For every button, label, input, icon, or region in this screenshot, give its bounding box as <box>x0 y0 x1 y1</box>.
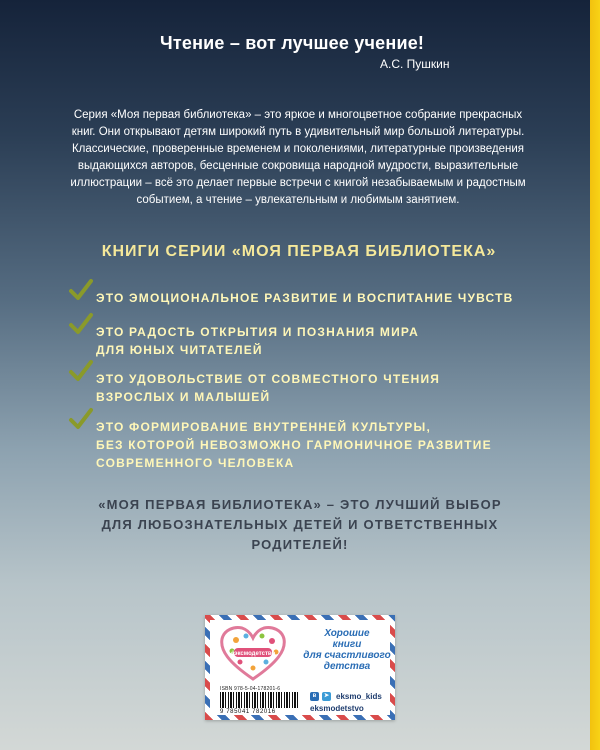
barcode <box>220 692 298 708</box>
barcode-digits: 9 785041 782016 <box>220 709 276 715</box>
benefit-item <box>80 370 440 406</box>
checkmark-icon <box>68 277 94 303</box>
benefit-item <box>80 323 419 359</box>
checkmark-icon <box>68 311 94 337</box>
social-handle: eksmo_kids <box>336 691 382 701</box>
checkmark-icon <box>68 358 94 384</box>
telegram-icon: ➤ <box>323 692 330 699</box>
benefit-item <box>80 289 514 307</box>
series-description: Серия «Моя первая библиотека» – это яркое и многоцветное собрание прекрасных книг. Они открывают детям широкий путь в удивительный мир большой литературы. Классические, проверенные временем и поколениями, литературные произведения выдающихся авторов, бесценные сокровища народной мудрости, выразительные иллюстрации – всё это делает первые встречи с книгой незабываемым и радостным событием, а чтение – увлекательным и любимым занятием. <box>70 109 526 206</box>
benefit-text: ЭТО ЭМОЦИОНАЛЬНОЕ РАЗВИТИЕ И ВОСПИТАНИЕ ЧУВСТВ <box>96 291 514 305</box>
epigraph-quote: Чтение – вот лучшее учение! <box>160 33 425 53</box>
series-conclusion: «МОЯ ПЕРВАЯ БИБЛИОТЕКА» – ЭТО ЛУЧШИЙ ВЫБОР ДЛЯ ЛЮБОЗНАТЕЛЬНЫХ ДЕТЕЙ И ОТВЕТСТВЕННЫХ РОДИТЕЛЕЙ! <box>98 497 502 552</box>
yellow-spine-strip <box>590 0 600 750</box>
epigraph-author: А.С. Пушкин <box>380 57 450 71</box>
publisher-slogan: Хорошие книги для счастливого детства <box>303 628 391 672</box>
heart-logo-icon <box>218 624 288 682</box>
isbn-text: ISBN 978-5-04-178201-6 <box>220 686 281 692</box>
benefit-item <box>80 418 492 472</box>
logo-text: #эксмодетство <box>230 651 276 657</box>
social-links <box>310 690 382 702</box>
publisher-site: eksmodetstvo <box>310 704 364 713</box>
series-heading: КНИГИ СЕРИИ «МОЯ ПЕРВАЯ БИБЛИОТЕКА» <box>101 243 497 260</box>
benefit-text: ЭТО РАДОСТЬ ОТКРЫТИЯ И ПОЗНАНИЯ МИРА ДЛЯ ЮНЫХ ЧИТАТЕЛЕЙ <box>96 325 419 357</box>
checkmark-icon <box>68 406 94 432</box>
publisher-sticker <box>205 615 395 720</box>
vk-icon: в <box>310 692 319 701</box>
benefit-text: ЭТО УДОВОЛЬСТВИЕ ОТ СОВМЕСТНОГО ЧТЕНИЯ ВЗРОСЛЫХ И МАЛЫШЕЙ <box>96 372 441 404</box>
benefit-text: ЭТО ФОРМИРОВАНИЕ ВНУТРЕННЕЙ КУЛЬТУРЫ, БЕЗ КОТОРОЙ НЕВОЗМОЖНО ГАРМОНИЧНОЕ РАЗВИТИЕ СОВРЕМЕННОГО ЧЕЛОВЕКА <box>96 420 492 470</box>
